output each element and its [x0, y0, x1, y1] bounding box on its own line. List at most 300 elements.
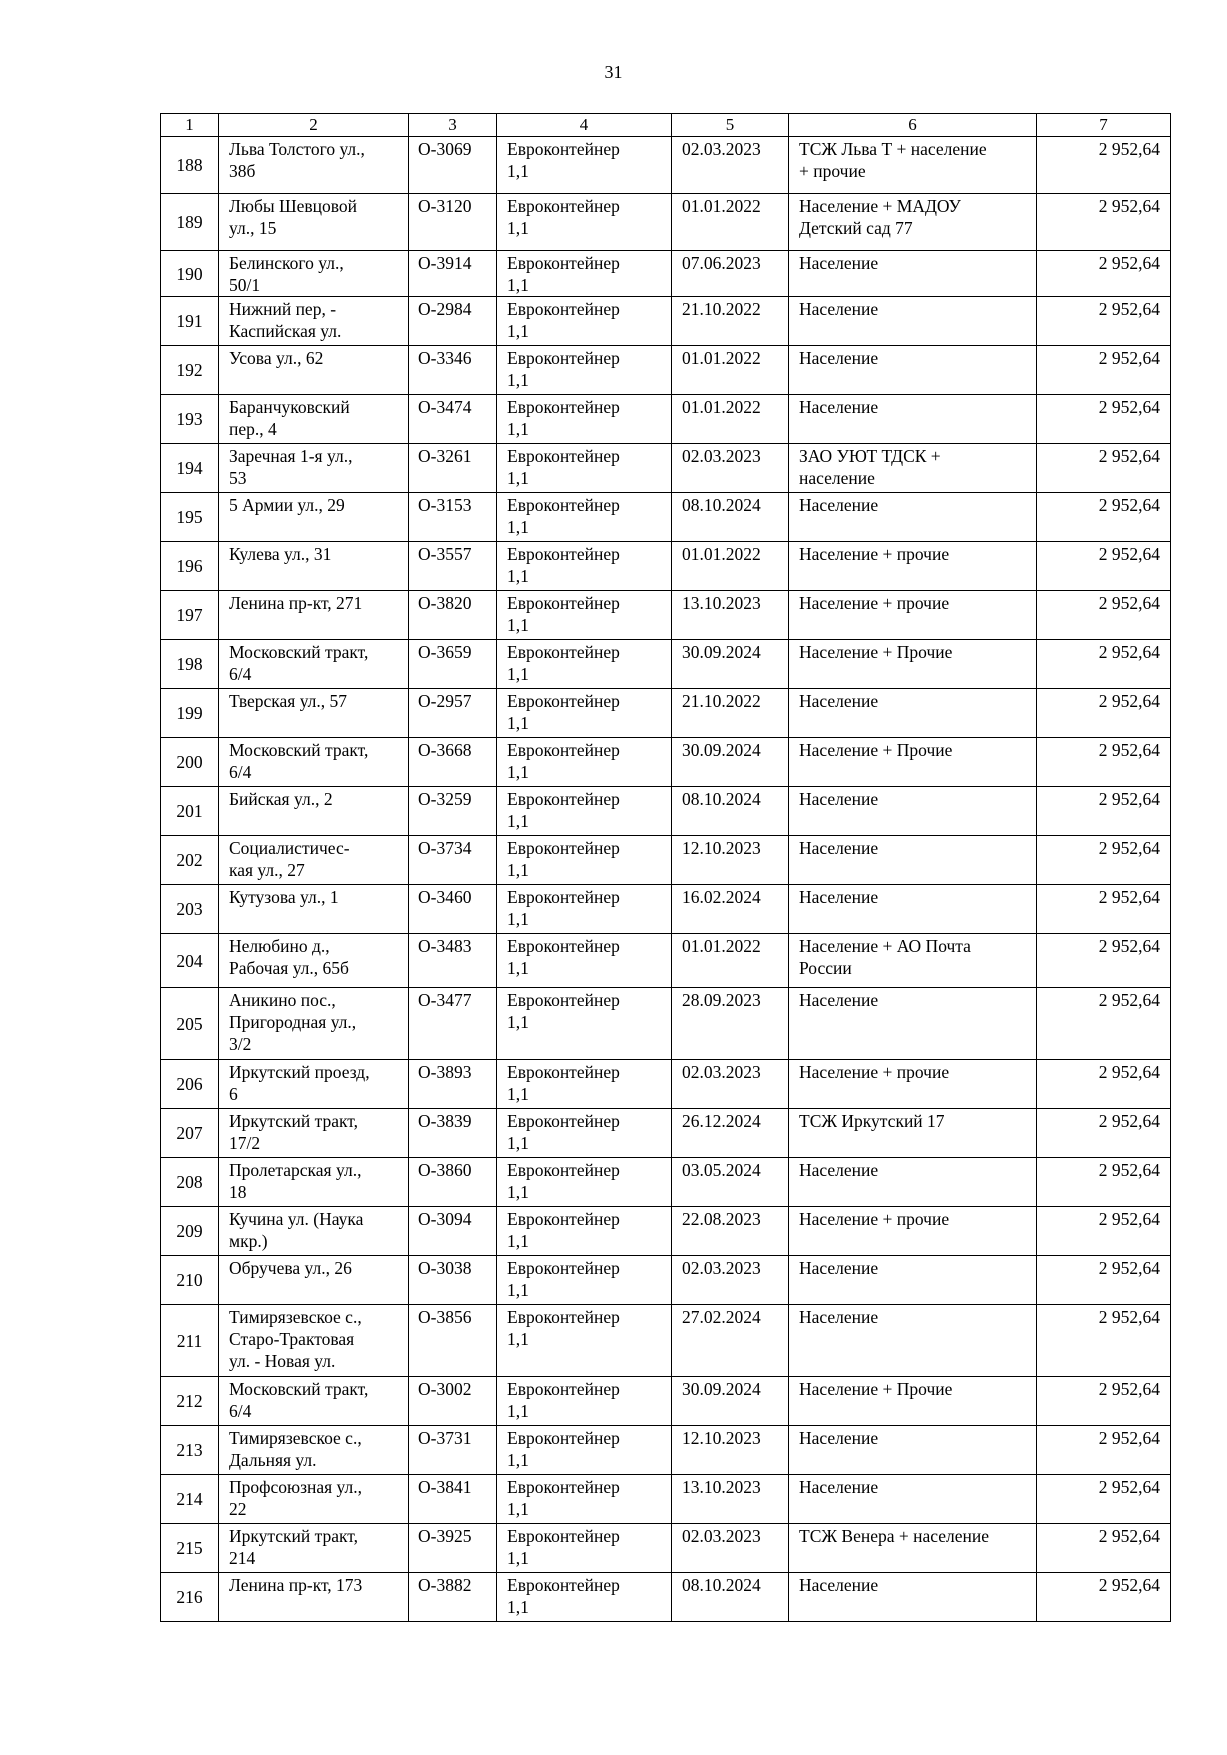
container-type-cell [497, 836, 672, 885]
table-row [161, 542, 1171, 591]
table-row [161, 251, 1171, 297]
address-cell [219, 1377, 409, 1426]
container-type-cell [497, 689, 672, 738]
users-cell [789, 297, 1037, 346]
cost-cell: 2 952,64 [1037, 885, 1171, 934]
address-cell-line: 50/1 [229, 275, 261, 295]
site-code-cell: О-3153 [409, 493, 497, 542]
column-header: 3 [409, 114, 497, 137]
date-cell: 30.09.2024 [672, 1377, 789, 1426]
site-code-cell: О-3120 [409, 194, 497, 251]
date-cell: 02.03.2023 [672, 1256, 789, 1305]
address-cell [219, 346, 409, 395]
site-code-cell: О-3474 [409, 395, 497, 444]
address-cell-line: Тимирязевское с., [229, 1428, 362, 1448]
container-type-cell-line: 1,1 [507, 909, 529, 929]
table-row [161, 395, 1171, 444]
site-code-cell: О-3914 [409, 251, 497, 297]
address-cell [219, 297, 409, 346]
address-cell [219, 1256, 409, 1305]
container-type-cell-line: Евроконтейнер [507, 196, 620, 216]
users-cell-line: Население [799, 495, 879, 515]
site-code-cell: О-3346 [409, 346, 497, 395]
address-cell-line: Московский тракт, [229, 642, 369, 662]
address-cell-line: Московский тракт, [229, 1379, 369, 1399]
container-type-cell-line: 1,1 [507, 1133, 529, 1153]
users-cell [789, 137, 1037, 194]
row-number: 205 [161, 988, 219, 1060]
table-row [161, 885, 1171, 934]
container-type-cell [497, 988, 672, 1060]
address-cell-line: 6/4 [229, 762, 252, 782]
container-type-cell-line: Евроконтейнер [507, 642, 620, 662]
site-code-cell: О-3002 [409, 1377, 497, 1426]
site-code-cell: О-3839 [409, 1109, 497, 1158]
cost-cell: 2 952,64 [1037, 297, 1171, 346]
users-cell [789, 1256, 1037, 1305]
address-cell-line: Льва Толстого ул., [229, 139, 365, 159]
table-row [161, 1109, 1171, 1158]
cost-cell: 2 952,64 [1037, 1475, 1171, 1524]
address-cell-line: Профсоюзная ул., [229, 1477, 363, 1497]
container-type-cell-line: Евроконтейнер [507, 838, 620, 858]
container-type-cell-line: 1,1 [507, 958, 529, 978]
site-code-cell: О-3860 [409, 1158, 497, 1207]
users-cell [789, 194, 1037, 251]
row-number: 210 [161, 1256, 219, 1305]
site-code-cell: О-3893 [409, 1060, 497, 1109]
address-cell [219, 689, 409, 738]
users-cell [789, 689, 1037, 738]
row-number: 215 [161, 1524, 219, 1573]
address-cell-line: Пролетарская ул., [229, 1160, 362, 1180]
cost-cell: 2 952,64 [1037, 787, 1171, 836]
users-cell [789, 1060, 1037, 1109]
address-cell [219, 640, 409, 689]
site-code-cell: О-3483 [409, 934, 497, 988]
container-type-cell-line: 1,1 [507, 468, 529, 488]
users-cell-line: Население [799, 990, 879, 1010]
table-row [161, 1256, 1171, 1305]
users-cell [789, 1377, 1037, 1426]
row-number: 198 [161, 640, 219, 689]
container-type-cell-line: Евроконтейнер [507, 495, 620, 515]
column-header: 5 [672, 114, 789, 137]
users-cell [789, 934, 1037, 988]
address-cell-line: ул., 15 [229, 218, 277, 238]
table-row [161, 1475, 1171, 1524]
date-cell: 13.10.2023 [672, 591, 789, 640]
container-type-cell-line: Евроконтейнер [507, 1209, 620, 1229]
users-cell-line: Население [799, 887, 879, 907]
row-number: 208 [161, 1158, 219, 1207]
users-cell-line: России [799, 958, 852, 978]
container-type-cell-line: 1,1 [507, 1280, 529, 1300]
users-cell [789, 988, 1037, 1060]
container-type-cell [497, 1158, 672, 1207]
container-type-cell-line: Евроконтейнер [507, 1526, 620, 1546]
cost-cell: 2 952,64 [1037, 836, 1171, 885]
row-number: 206 [161, 1060, 219, 1109]
users-cell-line: Население + прочие [799, 1209, 950, 1229]
address-cell-line: ул. - Новая ул. [229, 1351, 336, 1371]
table-row [161, 1426, 1171, 1475]
address-cell [219, 542, 409, 591]
table-row [161, 346, 1171, 395]
site-code-cell: О-3734 [409, 836, 497, 885]
container-type-cell-line: Евроконтейнер [507, 593, 620, 613]
row-number: 212 [161, 1377, 219, 1426]
cost-cell: 2 952,64 [1037, 1207, 1171, 1256]
address-cell [219, 787, 409, 836]
date-cell: 21.10.2022 [672, 689, 789, 738]
container-type-cell [497, 1377, 672, 1426]
users-cell [789, 836, 1037, 885]
cost-cell: 2 952,64 [1037, 689, 1171, 738]
users-cell [789, 542, 1037, 591]
users-cell [789, 493, 1037, 542]
register-table [160, 113, 1171, 1622]
users-cell [789, 787, 1037, 836]
container-type-cell-line: Евроконтейнер [507, 887, 620, 907]
row-number: 211 [161, 1305, 219, 1377]
row-number: 216 [161, 1573, 219, 1622]
date-cell: 01.01.2022 [672, 542, 789, 591]
address-cell [219, 885, 409, 934]
address-cell [219, 1060, 409, 1109]
address-cell-line: Баранчуковский [229, 397, 350, 417]
row-number: 191 [161, 297, 219, 346]
container-type-cell-line: Евроконтейнер [507, 1062, 620, 1082]
date-cell: 27.02.2024 [672, 1305, 789, 1377]
container-type-cell-line: 1,1 [507, 860, 529, 880]
cost-cell: 2 952,64 [1037, 444, 1171, 493]
cost-cell: 2 952,64 [1037, 346, 1171, 395]
site-code-cell: О-3477 [409, 988, 497, 1060]
address-cell-line: 3/2 [229, 1034, 252, 1054]
table-row [161, 640, 1171, 689]
site-code-cell: О-2984 [409, 297, 497, 346]
container-type-cell-line: Евроконтейнер [507, 691, 620, 711]
users-cell-line: ТСЖ Иркутский 17 [799, 1111, 945, 1131]
users-cell-line: Население [799, 253, 879, 273]
users-cell-line: Население [799, 1160, 879, 1180]
container-type-cell-line: 1,1 [507, 1401, 529, 1421]
address-cell [219, 1207, 409, 1256]
date-cell: 02.03.2023 [672, 137, 789, 194]
cost-cell: 2 952,64 [1037, 1573, 1171, 1622]
column-header: 4 [497, 114, 672, 137]
row-number: 201 [161, 787, 219, 836]
address-cell [219, 1109, 409, 1158]
container-type-cell-line: Евроконтейнер [507, 1575, 620, 1595]
address-cell-line: Тверская ул., 57 [229, 691, 348, 711]
container-type-cell-line: Евроконтейнер [507, 139, 620, 159]
container-type-cell-line: 1,1 [507, 517, 529, 537]
cost-cell: 2 952,64 [1037, 738, 1171, 787]
cost-cell: 2 952,64 [1037, 395, 1171, 444]
site-code-cell: О-3094 [409, 1207, 497, 1256]
address-cell-line: Дальняя ул. [229, 1450, 317, 1470]
container-type-cell [497, 640, 672, 689]
container-type-cell-line: 1,1 [507, 275, 529, 295]
container-type-cell-line: Евроконтейнер [507, 1258, 620, 1278]
container-type-cell-line: Евроконтейнер [507, 1379, 620, 1399]
users-cell-line: ТСЖ Венера + население [799, 1526, 990, 1546]
table-row [161, 787, 1171, 836]
container-type-cell-line: Евроконтейнер [507, 1428, 620, 1448]
address-cell-line: Рабочая ул., 65б [229, 958, 349, 978]
cost-cell: 2 952,64 [1037, 1060, 1171, 1109]
cost-cell: 2 952,64 [1037, 1426, 1171, 1475]
users-cell-line: Население + Прочие [799, 1379, 953, 1399]
address-cell-line: Обручева ул., 26 [229, 1258, 352, 1278]
address-cell [219, 591, 409, 640]
cost-cell: 2 952,64 [1037, 1305, 1171, 1377]
cost-cell: 2 952,64 [1037, 137, 1171, 194]
address-cell-line: 53 [229, 468, 247, 488]
row-number: 203 [161, 885, 219, 934]
date-cell: 01.01.2022 [672, 346, 789, 395]
container-type-cell [497, 1305, 672, 1377]
address-cell-line: Иркутский тракт, [229, 1111, 358, 1131]
table-row [161, 934, 1171, 988]
users-cell [789, 885, 1037, 934]
row-number: 189 [161, 194, 219, 251]
address-cell [219, 988, 409, 1060]
address-cell-line: 17/2 [229, 1133, 261, 1153]
address-cell-line: 5 Армии ул., 29 [229, 495, 345, 515]
address-cell [219, 137, 409, 194]
container-type-cell-line: Евроконтейнер [507, 299, 620, 319]
container-type-cell-line: 1,1 [507, 762, 529, 782]
users-cell-line: ТСЖ Льва Т + население [799, 139, 987, 159]
container-type-cell [497, 137, 672, 194]
users-cell [789, 1207, 1037, 1256]
address-cell-line: Нелюбино д., [229, 936, 330, 956]
container-type-cell-line: 1,1 [507, 370, 529, 390]
table-row [161, 1524, 1171, 1573]
users-cell-line: Население [799, 1477, 879, 1497]
address-cell-line: 6 [229, 1084, 238, 1104]
site-code-cell: О-3925 [409, 1524, 497, 1573]
container-type-cell [497, 1207, 672, 1256]
table-row [161, 1377, 1171, 1426]
row-number: 190 [161, 251, 219, 297]
table-row [161, 194, 1171, 251]
users-cell [789, 251, 1037, 297]
row-number: 199 [161, 689, 219, 738]
address-cell [219, 934, 409, 988]
cost-cell: 2 952,64 [1037, 1524, 1171, 1573]
users-cell-line: Население + АО Почта [799, 936, 971, 956]
address-cell-line: 214 [229, 1548, 256, 1568]
users-cell-line: Население [799, 1258, 879, 1278]
address-cell-line: Усова ул., 62 [229, 348, 324, 368]
users-cell-line: Население + прочие [799, 593, 950, 613]
row-number: 194 [161, 444, 219, 493]
date-cell: 02.03.2023 [672, 1060, 789, 1109]
container-type-cell-line: Евроконтейнер [507, 740, 620, 760]
container-type-cell-line: Евроконтейнер [507, 253, 620, 273]
container-type-cell-line: 1,1 [507, 419, 529, 439]
container-type-cell-line: 1,1 [507, 615, 529, 635]
address-cell-line: Иркутский тракт, [229, 1526, 358, 1546]
container-type-cell [497, 1573, 672, 1622]
users-cell [789, 1426, 1037, 1475]
address-cell-line: пер., 4 [229, 419, 277, 439]
address-cell [219, 395, 409, 444]
container-type-cell-line: 1,1 [507, 218, 529, 238]
users-cell-line: Население [799, 299, 879, 319]
site-code-cell: О-3460 [409, 885, 497, 934]
users-cell [789, 1109, 1037, 1158]
container-type-cell-line: 1,1 [507, 1499, 529, 1519]
cost-cell: 2 952,64 [1037, 988, 1171, 1060]
date-cell: 12.10.2023 [672, 836, 789, 885]
date-cell: 01.01.2022 [672, 395, 789, 444]
address-cell-line: Ленина пр-кт, 271 [229, 593, 363, 613]
header-row [161, 114, 1171, 137]
container-type-cell-line: Евроконтейнер [507, 1160, 620, 1180]
row-number: 214 [161, 1475, 219, 1524]
date-cell: 01.01.2022 [672, 934, 789, 988]
date-cell: 21.10.2022 [672, 297, 789, 346]
address-cell-line: Иркутский проезд, [229, 1062, 370, 1082]
cost-cell: 2 952,64 [1037, 194, 1171, 251]
address-cell-line: Каспийская ул. [229, 321, 342, 341]
container-type-cell-line: 1,1 [507, 1182, 529, 1202]
container-type-cell-line: Евроконтейнер [507, 1111, 620, 1131]
users-cell-line: Население [799, 348, 879, 368]
container-type-cell-line: 1,1 [507, 1231, 529, 1251]
container-type-cell-line: 1,1 [507, 664, 529, 684]
container-type-cell [497, 493, 672, 542]
table-row [161, 591, 1171, 640]
date-cell: 08.10.2024 [672, 1573, 789, 1622]
container-type-cell-line: Евроконтейнер [507, 544, 620, 564]
cost-cell: 2 952,64 [1037, 251, 1171, 297]
address-cell [219, 1426, 409, 1475]
container-type-cell-line: Евроконтейнер [507, 990, 620, 1010]
date-cell: 01.01.2022 [672, 194, 789, 251]
page-number: 31 [604, 62, 623, 82]
address-cell-line: 22 [229, 1499, 247, 1519]
users-cell-line: Население [799, 838, 879, 858]
container-type-cell [497, 542, 672, 591]
address-cell-line: Любы Шевцовой [229, 196, 358, 216]
date-cell: 26.12.2024 [672, 1109, 789, 1158]
container-type-cell-line: 1,1 [507, 1450, 529, 1470]
table-row [161, 1573, 1171, 1622]
address-cell-line: Старо-Трактовая [229, 1329, 355, 1349]
container-type-cell-line: 1,1 [507, 1597, 529, 1617]
address-cell-line: 6/4 [229, 1401, 252, 1421]
date-cell: 02.03.2023 [672, 444, 789, 493]
container-type-cell-line: 1,1 [507, 1329, 529, 1349]
address-cell-line: кая ул., 27 [229, 860, 305, 880]
container-type-cell [497, 444, 672, 493]
address-cell-line: Нижний пер, - [229, 299, 337, 319]
container-type-cell-line: Евроконтейнер [507, 789, 620, 809]
users-cell [789, 1158, 1037, 1207]
table-row [161, 836, 1171, 885]
cost-cell: 2 952,64 [1037, 1109, 1171, 1158]
cost-cell: 2 952,64 [1037, 591, 1171, 640]
address-cell-line: Пригородная ул., [229, 1012, 357, 1032]
site-code-cell: О-3557 [409, 542, 497, 591]
row-number: 209 [161, 1207, 219, 1256]
date-cell: 30.09.2024 [672, 738, 789, 787]
container-type-cell [497, 591, 672, 640]
table-row [161, 738, 1171, 787]
row-number: 196 [161, 542, 219, 591]
site-code-cell: О-3259 [409, 787, 497, 836]
container-type-cell [497, 787, 672, 836]
container-type-cell [497, 395, 672, 444]
date-cell: 12.10.2023 [672, 1426, 789, 1475]
address-cell-line: Социалистичес- [229, 838, 350, 858]
container-type-cell [497, 1109, 672, 1158]
container-type-cell-line: Евроконтейнер [507, 1477, 620, 1497]
site-code-cell: О-3841 [409, 1475, 497, 1524]
users-cell-line: Население [799, 789, 879, 809]
cost-cell: 2 952,64 [1037, 1256, 1171, 1305]
container-type-cell-line: 1,1 [507, 1012, 529, 1032]
address-cell-line: Бийская ул., 2 [229, 789, 333, 809]
container-type-cell [497, 885, 672, 934]
site-code-cell: О-3820 [409, 591, 497, 640]
address-cell-line: Кутузова ул., 1 [229, 887, 339, 907]
row-number: 213 [161, 1426, 219, 1475]
container-type-cell [497, 346, 672, 395]
address-cell [219, 836, 409, 885]
users-cell [789, 640, 1037, 689]
date-cell: 16.02.2024 [672, 885, 789, 934]
users-cell-line: + прочие [799, 161, 866, 181]
address-cell-line: 6/4 [229, 664, 252, 684]
address-cell-line: Ленина пр-кт, 173 [229, 1575, 363, 1595]
users-cell-line: Население + прочие [799, 1062, 950, 1082]
table-row [161, 297, 1171, 346]
row-number: 193 [161, 395, 219, 444]
row-number: 204 [161, 934, 219, 988]
container-type-cell-line: Евроконтейнер [507, 348, 620, 368]
users-cell-line: ЗАО УЮТ ТДСК + [799, 446, 941, 466]
address-cell-line: Кучина ул. (Наука [229, 1209, 364, 1229]
address-cell-line: Тимирязевское с., [229, 1307, 362, 1327]
users-cell-line: Население + Прочие [799, 642, 953, 662]
column-header: 2 [219, 114, 409, 137]
users-cell [789, 1524, 1037, 1573]
users-cell [789, 346, 1037, 395]
table-row [161, 137, 1171, 194]
row-number: 188 [161, 137, 219, 194]
cost-cell: 2 952,64 [1037, 1158, 1171, 1207]
address-cell-line: 18 [229, 1182, 247, 1202]
users-cell-line: Население [799, 1307, 879, 1327]
row-number: 207 [161, 1109, 219, 1158]
row-number: 200 [161, 738, 219, 787]
site-code-cell: О-3856 [409, 1305, 497, 1377]
users-cell [789, 1573, 1037, 1622]
users-cell [789, 738, 1037, 787]
table-row [161, 493, 1171, 542]
site-code-cell: О-3659 [409, 640, 497, 689]
container-type-cell [497, 934, 672, 988]
users-cell [789, 395, 1037, 444]
address-cell [219, 1158, 409, 1207]
